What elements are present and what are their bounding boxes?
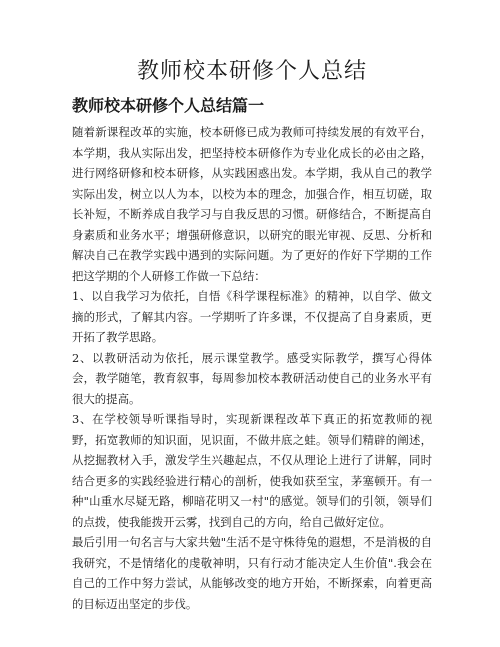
paragraph-item-3: 3、在学校领导听课指导时，实现新课程改革下真正的拓宽教师的视野，拓宽教师的知识面，见识面，不做井底之蛙。领导们精辟的阐述，从挖掘教材入手，激发学生兴趣起点，不仅从理论上进行了讲解，同时结合更多的实践经验进行精心的剖析，使我如获至宝，茅塞顿开。有一种"山重水尽疑无路，柳暗花明又一村"的感觉。领导们的引领，领导们的点拨，使我能拨开云雾，找到自己的方向，给自己做好定位。 (72, 412, 432, 529)
document-title: 教师校本研修个人总结 (136, 59, 367, 84)
paragraph-item-1: 1、以自我学习为依托，自悟《科学课程标准》的精神，以自学、做文摘的形式，了解其内容。一学期听了许多课，不仅提高了自身素质，更开拓了教学思路。 (72, 289, 432, 344)
section-heading: 教师校本研修个人总结篇一 (72, 96, 265, 115)
paragraph-closing: 最后引用一句名言与大家共勉"生活不是守株待兔的遐想，不是消极的自我研究，不是情绪化的虔敬神明，只有行动才能决定人生价值".我会在自己的工作中努力尝试，从能够改变的地方开始，不断探索，向着更高的目标迈出坚定的步伐。 (72, 535, 432, 611)
paragraph-intro: 随着新课程改革的实施，校本研修已成为教师可持续发展的有效平台，本学期，我从实际出发，把坚持校本研修作为专业化成长的必由之路，进行网络研修和校本研修，从实践困惑出发。本学期，我从自己的教学实际出发，树立以人为本，以校为本的理念，加强合作，相互切磋，取长补短，不断养成自我学习与自我反思的习惯。研修结合，不断提高自身素质和业务水平；增强研修意识，以研究的眼光审视、反思、分析和解决自己在教学实践中遇到的实际问题。为了更好的作好下学期的工作把这学期的个人研修工作做一下总结： (72, 125, 432, 283)
document-page (72, 56, 432, 614)
paragraph-item-2: 2、以教研活动为依托，展示课堂教学。感受实际教学，撰写心得体会，教学随笔，教育叙事，每周参加校本教研活动使自己的业务水平有很大的提高。 (72, 350, 432, 406)
